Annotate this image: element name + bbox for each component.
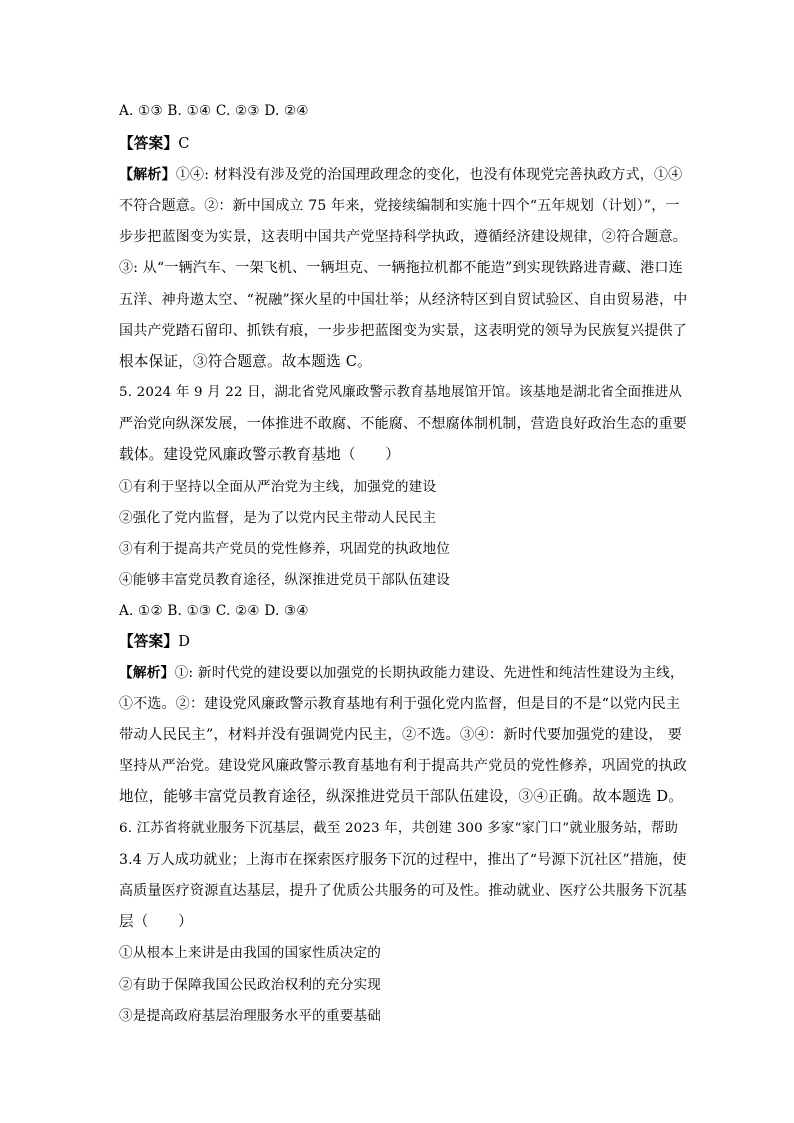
- q5-stem-line: 严治党向纵深发展，一体推进不敢腐、不能腐、不想腐体制机制，营造良好政治生态的重要: [119, 416, 687, 432]
- q5-analysis-line: [119, 663, 689, 683]
- q4-analysis-line: 五洋、神舟遨太空、“祝融”探火星的中国壮举；从经济特区到自贸试验区、自由贸易港，中: [119, 292, 688, 308]
- q5-statement: ③有利于提高共产党员的党性修养，巩固党的执政地位: [119, 541, 451, 557]
- q5-options: A. ①② B. ①③ C. ②④ D. ③④: [119, 603, 309, 619]
- q6-stem-line: 6. 江苏省将就业服务下沉基层，截至 2023 年，共创建 300 多家“家门口”就业服务站，帮助: [119, 821, 679, 836]
- q5-analysis-line: ①不选。②：建设党风廉政警示教育基地有利于强化党内监督，但是目的不是“以党内民主: [119, 696, 681, 712]
- analysis-label: 【解析】: [119, 665, 175, 681]
- analysis-text: ①: 新时代党的建设要以加强党的长期执政能力建设、先进性和纯洁性建设为主线，: [174, 665, 684, 681]
- q5-statement: ④能够丰富党员教育途径，纵深推进党员干部队伍建设: [119, 572, 451, 588]
- q4-analysis-line: 根本保证，③符合题意。故本题选 C。: [119, 353, 372, 370]
- q4-analysis-line: 步步把蓝图变为实景，这表明中国共产党坚持科学执政，遵循经济建设规律，②符合题意。: [119, 229, 687, 245]
- q5-statement: ②强化了党内监督，是为了以党内民主带动人民民主: [119, 510, 437, 526]
- q6-statement: ②有助于保障我国公民政治权利的充分实现: [119, 977, 382, 993]
- q6-stem-line: 层（ ）: [119, 913, 193, 930]
- q5-analysis-line: 带动人民民主”，材料并没有强调党内民主，②不选。③④：新时代要加强党的建设， 要: [119, 727, 683, 743]
- q5-stem-line: 5. 2024 年 9 月 22 日，湖北省党风廉政警示教育基地展馆开馆。该基地是湖北省全面推进从: [119, 385, 683, 400]
- answer-value: C: [178, 135, 190, 152]
- q6-stem-line: 高质量医疗资源直达基层，提升了优质公共服务的可及性。推动就业、医疗公共服务下沉基: [119, 883, 687, 899]
- q5-statement: ①有利于坚持以全面从严治党为主线，加强党的建设: [119, 479, 437, 495]
- q4-analysis-line: [119, 165, 689, 185]
- q4-analysis-line: 不符合题意。②：新中国成立 75 年来，党接续编制和实施十四个“五年规划（计划）”，一: [119, 198, 680, 214]
- answer-label: 【答案】: [119, 633, 179, 650]
- q4-analysis-line: ③: 从“一辆汽车、一架飞机、一辆坦克、一辆拖拉机都不能造”到实现铁路进青藏、港口连: [119, 260, 683, 276]
- q5-stem-line: 载体。建设党风廉政警示教育基地（ ）: [119, 446, 401, 463]
- answer-label: 【答案】: [119, 135, 179, 152]
- q4-options: A. ①③ B. ①④ C. ②③ D. ②④: [119, 103, 309, 119]
- q4-analysis-line: 国共产党踏石留印、抓铁有痕，一步步把蓝图变为实景，这表明党的领导为民族复兴提供了: [119, 323, 687, 339]
- q6-statement: ①从根本上来讲是由我国的国家性质决定的: [119, 945, 382, 961]
- answer-value: D: [178, 633, 191, 650]
- q6-stem-line: 3.4 万人成功就业；上海市在探索医疗服务下沉的过程中，推出了“号源下沉社区”措施，使: [119, 852, 687, 868]
- q5-answer: [119, 632, 689, 652]
- q5-analysis-line: 地位，能够丰富党员教育途径，纵深推进党员干部队伍建设，③④正确。故本题选 D。: [119, 788, 684, 805]
- q6-statement: ③是提高政府基层治理服务水平的重要基础: [119, 1008, 382, 1024]
- analysis-label: 【解析】: [119, 167, 176, 183]
- q4-answer: [119, 134, 689, 154]
- analysis-text: ①④: 材料没有涉及党的治国理政理念的变化，也没有体现党完善执政方式，①④: [175, 167, 683, 183]
- q5-analysis-line: 坚持从严治党。建设党风廉政警示教育基地有利于提高共产党员的党性修养，巩固党的执政: [119, 758, 687, 774]
